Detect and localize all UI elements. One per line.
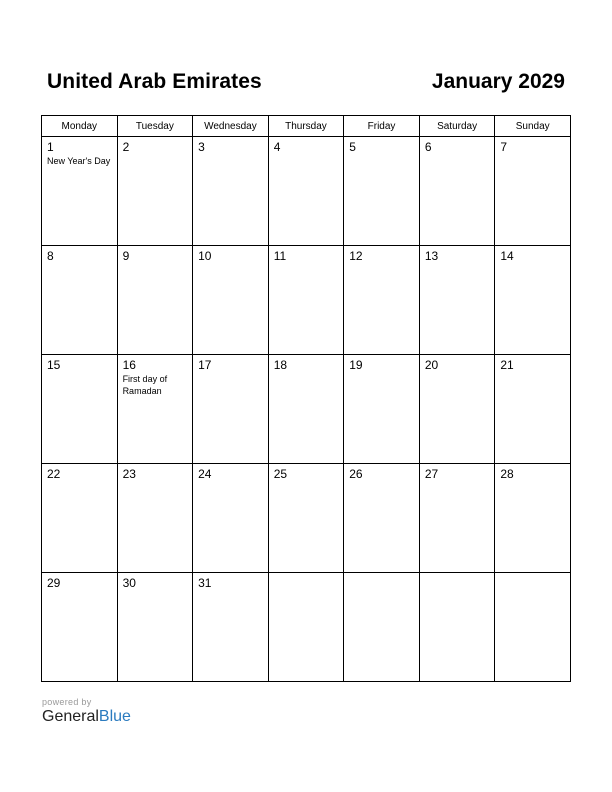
holiday-label: First day of Ramadan: [122, 374, 168, 396]
day-cell: [495, 355, 571, 464]
day-number: 14: [500, 249, 514, 263]
day-cell: [42, 464, 118, 573]
day-number: 28: [500, 467, 514, 481]
brand-general: General: [42, 708, 99, 725]
day-cell: [344, 137, 420, 246]
calendar-grid: [41, 115, 571, 682]
day-cell: [268, 573, 344, 682]
day-number: 30: [122, 576, 136, 590]
day-number: 9: [122, 249, 130, 263]
country-title: United Arab Emirates: [47, 70, 262, 93]
day-cell: [193, 573, 269, 682]
weekday-header-row: [42, 116, 571, 137]
day-cell: [344, 355, 420, 464]
day-number: 23: [122, 467, 136, 481]
day-cell: [42, 137, 118, 246]
generalblue-logo: [42, 697, 131, 726]
powered-by-label: powered by: [42, 697, 92, 707]
day-number: 3: [198, 140, 205, 154]
week-row: [42, 464, 571, 573]
day-number: 5: [349, 140, 356, 154]
weekday-header: Wednesday: [193, 116, 269, 137]
day-cell: [495, 573, 571, 682]
day-cell: [419, 246, 495, 355]
day-number: 19: [349, 358, 363, 372]
day-number: 21: [500, 358, 514, 372]
day-cell: [419, 355, 495, 464]
day-number: 27: [424, 467, 439, 481]
weekday-header: Friday: [344, 116, 420, 137]
week-row: [42, 573, 571, 682]
day-number: 25: [273, 467, 288, 481]
day-number: 10: [198, 249, 212, 263]
day-number: 1: [47, 140, 54, 154]
weekday-header: Monday: [42, 116, 118, 137]
day-number: 6: [424, 140, 432, 154]
day-cell: [495, 246, 571, 355]
day-number: 26: [349, 467, 363, 481]
day-cell: [495, 464, 571, 573]
day-number: 31: [198, 576, 212, 590]
day-cell: [117, 355, 193, 464]
day-number: 20: [424, 358, 439, 372]
day-cell: [42, 355, 118, 464]
day-number: 18: [273, 358, 288, 372]
day-number: 13: [424, 249, 439, 263]
day-cell: [495, 137, 571, 246]
day-cell: [344, 573, 420, 682]
day-cell: [344, 246, 420, 355]
day-number: 8: [47, 249, 54, 263]
day-number: 2: [122, 140, 130, 154]
week-row: [42, 137, 571, 246]
week-row: [42, 355, 571, 464]
weekday-header: Thursday: [268, 116, 344, 137]
month-year-title: January 2029: [431, 70, 565, 93]
day-number: 7: [500, 140, 508, 154]
day-number: 24: [198, 467, 212, 481]
day-number: 22: [47, 467, 61, 481]
day-cell: [419, 464, 495, 573]
day-cell: [117, 246, 193, 355]
day-cell: [117, 137, 193, 246]
day-cell: [419, 137, 495, 246]
holiday-label: New Year's Day: [47, 156, 111, 166]
brand-name: [42, 708, 131, 726]
day-cell: [344, 464, 420, 573]
day-cell: [193, 137, 269, 246]
day-number: 29: [47, 576, 61, 590]
day-number: 15: [47, 358, 61, 372]
week-row: [42, 246, 571, 355]
day-number: 11: [273, 249, 287, 263]
day-number: 16: [122, 358, 136, 372]
weekday-header: Sunday: [495, 116, 571, 137]
day-number: 17: [198, 358, 212, 372]
day-cell: [268, 464, 344, 573]
day-cell: [42, 573, 118, 682]
day-number: 4: [273, 140, 281, 154]
day-cell: [419, 573, 495, 682]
day-cell: [268, 246, 344, 355]
day-cell: [117, 464, 193, 573]
weekday-header: Saturday: [419, 116, 495, 137]
day-cell: [268, 137, 344, 246]
day-cell: [42, 246, 118, 355]
day-cell: [193, 464, 269, 573]
weekday-header: Tuesday: [117, 116, 193, 137]
brand-blue: Blue: [98, 708, 131, 725]
day-cell: [268, 355, 344, 464]
day-number: 12: [349, 249, 363, 263]
day-cell: [117, 573, 193, 682]
day-cell: [193, 355, 269, 464]
day-cell: [193, 246, 269, 355]
